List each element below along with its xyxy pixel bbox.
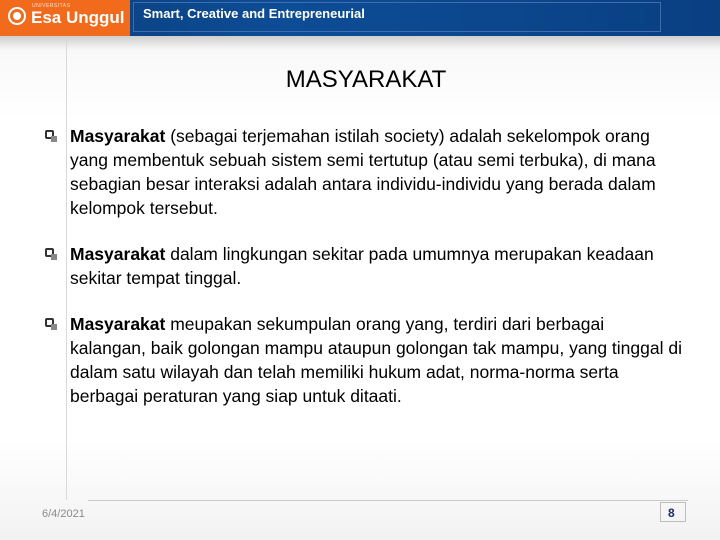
slide-title: MASYARAKAT xyxy=(285,66,447,93)
university-logo-icon xyxy=(8,7,26,25)
logo xyxy=(0,0,130,36)
bullet-item xyxy=(44,312,684,408)
bullet-text: meupakan sekumpulan orang yang, terdiri dari berbagai kalangan, baik golongan mampu ataupun golongan tak mampu, yang tinggal di dalam satu wilayah dan telah memiliki hukum adat, norma-norma serta berbagai peraturan yang siap untuk ditaati. xyxy=(70,314,682,406)
bullet-term: Masyarakat xyxy=(70,126,166,146)
bullet-term: Masyarakat xyxy=(70,244,166,264)
page-number: 8 xyxy=(668,506,675,520)
checkbox-bullet-icon xyxy=(45,130,54,139)
footer-divider xyxy=(88,500,688,501)
bullet-item xyxy=(44,242,684,290)
slide-date: 6/4/2021 xyxy=(42,508,85,520)
bullet-text: dalam lingkungan sekitar pada umumnya merupakan keadaan sekitar tempat tinggal. xyxy=(70,244,654,288)
header-shadow xyxy=(0,36,720,50)
bullet-term: Masyarakat xyxy=(70,314,166,334)
logo-name: Esa Unggul xyxy=(31,8,125,27)
bullet-item xyxy=(44,124,684,220)
checkbox-bullet-icon xyxy=(45,318,54,327)
header-bar xyxy=(0,0,720,36)
tagline: Smart, Creative and Entrepreneurial xyxy=(143,6,365,21)
bullet-text: (sebagai terjemahan istilah society) adalah sekelompok orang yang membentuk sebuah sistem semi tertutup (atau semi terbuka), di mana sebagian besar interaksi adalah antara individu-individu yang berada dalam kelompok tersebut. xyxy=(70,126,656,218)
logo-subtext: UNIVERSITAS xyxy=(32,3,71,9)
bullet-list xyxy=(44,124,684,430)
checkbox-bullet-icon xyxy=(45,248,54,257)
